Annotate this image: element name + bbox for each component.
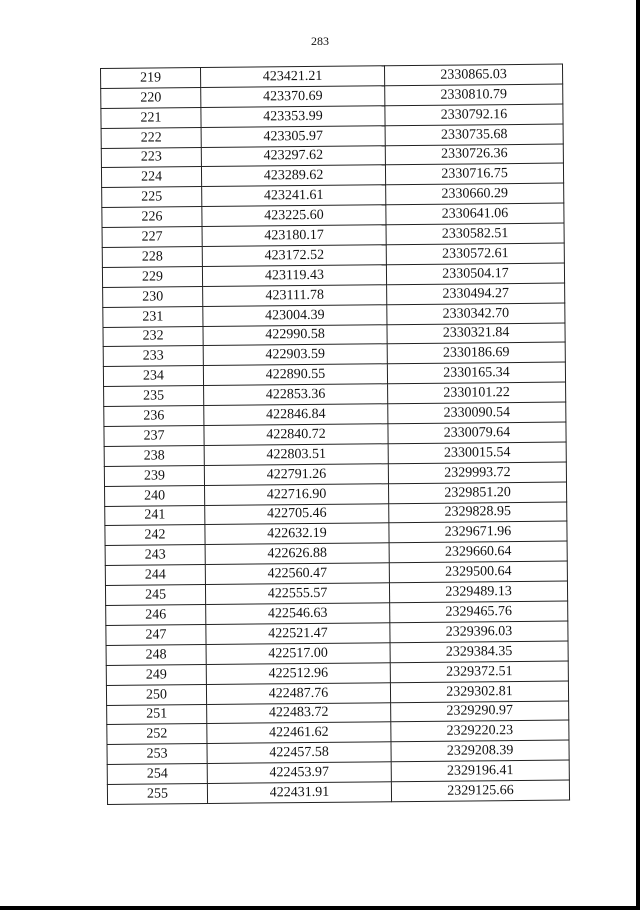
- point-number-cell: 236: [104, 406, 204, 427]
- x-coordinate-cell: 423421.21: [201, 66, 385, 88]
- point-number-cell: 227: [102, 227, 202, 248]
- x-coordinate-cell: 423305.97: [201, 125, 385, 147]
- y-coordinate-cell: 2330660.29: [386, 183, 564, 205]
- y-coordinate-cell: 2330865.03: [384, 64, 562, 86]
- x-coordinate-cell: 423180.17: [202, 225, 386, 247]
- y-coordinate-cell: 2330810.79: [385, 84, 563, 106]
- point-number-cell: 248: [106, 644, 206, 665]
- point-number-cell: 237: [104, 426, 204, 447]
- x-coordinate-cell: 423241.61: [202, 185, 386, 207]
- y-coordinate-cell: 2330101.22: [388, 382, 566, 404]
- y-coordinate-cell: 2330342.70: [387, 303, 565, 325]
- x-coordinate-cell: 422546.63: [206, 603, 390, 625]
- y-coordinate-cell: 2329384.35: [390, 641, 568, 663]
- point-number-cell: 229: [102, 266, 202, 287]
- point-number-cell: 253: [107, 744, 207, 765]
- x-coordinate-cell: 422716.90: [205, 483, 389, 505]
- x-coordinate-cell: 422846.84: [204, 404, 388, 426]
- point-number-cell: 226: [102, 207, 202, 228]
- y-coordinate-cell: 2329372.51: [390, 661, 568, 683]
- point-number-cell: 245: [105, 585, 205, 606]
- point-number-cell: 220: [101, 87, 201, 108]
- x-coordinate-cell: 422487.76: [206, 682, 390, 704]
- point-number-cell: 243: [105, 545, 205, 566]
- page-number: 283: [311, 34, 329, 48]
- point-number-cell: 219: [101, 68, 201, 89]
- point-number-cell: 252: [107, 724, 207, 745]
- y-coordinate-cell: 2330735.68: [385, 124, 563, 146]
- x-coordinate-cell: 423004.39: [203, 304, 387, 326]
- x-coordinate-cell: 423119.43: [202, 265, 386, 287]
- y-coordinate-cell: 2329220.23: [391, 720, 569, 742]
- coordinates-table: [100, 64, 570, 805]
- x-coordinate-cell: 422517.00: [206, 643, 390, 665]
- point-number-cell: 231: [103, 306, 203, 327]
- point-number-cell: 249: [106, 664, 206, 685]
- x-coordinate-cell: 422791.26: [204, 464, 388, 486]
- coordinates-table-body: [101, 64, 570, 804]
- x-coordinate-cell: 422705.46: [205, 503, 389, 525]
- y-coordinate-cell: 2330504.17: [386, 263, 564, 285]
- point-number-cell: 222: [101, 127, 201, 148]
- y-coordinate-cell: 2330716.75: [385, 164, 563, 186]
- y-coordinate-cell: 2330494.27: [387, 283, 565, 305]
- y-coordinate-cell: 2330165.34: [387, 362, 565, 384]
- y-coordinate-cell: 2329302.81: [390, 681, 568, 703]
- y-coordinate-cell: 2329125.66: [391, 780, 569, 802]
- x-coordinate-cell: 423370.69: [201, 86, 385, 108]
- y-coordinate-cell: 2329993.72: [388, 462, 566, 484]
- point-number-cell: 225: [102, 187, 202, 208]
- point-number-cell: 239: [104, 465, 204, 486]
- y-coordinate-cell: 2329396.03: [390, 621, 568, 643]
- point-number-cell: 241: [105, 505, 205, 526]
- x-coordinate-cell: 422803.51: [204, 444, 388, 466]
- y-coordinate-cell: 2330090.54: [388, 402, 566, 424]
- y-coordinate-cell: 2330186.69: [387, 343, 565, 365]
- y-coordinate-cell: 2330726.36: [385, 144, 563, 166]
- table-row: [107, 780, 569, 804]
- x-coordinate-cell: 422512.96: [206, 662, 390, 684]
- point-number-cell: 251: [107, 704, 207, 725]
- point-number-cell: 233: [103, 346, 203, 367]
- y-coordinate-cell: 2330641.06: [386, 203, 564, 225]
- point-number-cell: 224: [101, 167, 201, 188]
- point-number-cell: 232: [103, 326, 203, 347]
- x-coordinate-cell: 423289.62: [201, 165, 385, 187]
- x-coordinate-cell: 422903.59: [203, 344, 387, 366]
- y-coordinate-cell: 2329465.76: [390, 601, 568, 623]
- y-coordinate-cell: 2329208.39: [391, 740, 569, 762]
- x-coordinate-cell: 422555.57: [205, 583, 389, 605]
- y-coordinate-cell: 2329671.96: [389, 522, 567, 544]
- x-coordinate-cell: 422431.91: [207, 782, 391, 804]
- y-coordinate-cell: 2329828.95: [389, 502, 567, 524]
- y-coordinate-cell: 2330321.84: [387, 323, 565, 345]
- x-coordinate-cell: 422853.36: [204, 384, 388, 406]
- x-coordinate-cell: 422457.58: [207, 742, 391, 764]
- x-coordinate-cell: 422453.97: [207, 762, 391, 784]
- coordinates-table-wrapper: [100, 64, 569, 805]
- point-number-cell: 221: [101, 107, 201, 128]
- x-coordinate-cell: 423225.60: [202, 205, 386, 227]
- point-number-cell: 223: [101, 147, 201, 168]
- y-coordinate-cell: 2330572.61: [386, 243, 564, 265]
- x-coordinate-cell: 423353.99: [201, 106, 385, 128]
- y-coordinate-cell: 2329489.13: [389, 581, 567, 603]
- point-number-cell: 234: [103, 366, 203, 387]
- point-number-cell: 235: [104, 386, 204, 407]
- x-coordinate-cell: 422626.88: [205, 543, 389, 565]
- y-coordinate-cell: 2330792.16: [385, 104, 563, 126]
- point-number-cell: 255: [107, 784, 207, 805]
- point-number-cell: 247: [106, 624, 206, 645]
- x-coordinate-cell: 423297.62: [201, 145, 385, 167]
- x-coordinate-cell: 422632.19: [205, 523, 389, 545]
- point-number-cell: 240: [105, 485, 205, 506]
- point-number-cell: 244: [105, 565, 205, 586]
- y-coordinate-cell: 2330015.54: [388, 442, 566, 464]
- x-coordinate-cell: 422483.72: [207, 702, 391, 724]
- point-number-cell: 228: [102, 247, 202, 268]
- page-edge-bottom: [0, 906, 640, 910]
- y-coordinate-cell: 2330582.51: [386, 223, 564, 245]
- x-coordinate-cell: 423111.78: [203, 285, 387, 307]
- point-number-cell: 254: [107, 764, 207, 785]
- point-number-cell: 246: [106, 605, 206, 626]
- y-coordinate-cell: 2329660.64: [389, 541, 567, 563]
- x-coordinate-cell: 422840.72: [204, 424, 388, 446]
- point-number-cell: 242: [105, 525, 205, 546]
- y-coordinate-cell: 2329500.64: [389, 561, 567, 583]
- page-edge-right: [636, 0, 640, 910]
- x-coordinate-cell: 423172.52: [202, 245, 386, 267]
- y-coordinate-cell: 2329196.41: [391, 760, 569, 782]
- x-coordinate-cell: 422890.55: [203, 364, 387, 386]
- x-coordinate-cell: 422560.47: [205, 563, 389, 585]
- point-number-cell: 250: [106, 684, 206, 705]
- y-coordinate-cell: 2329290.97: [391, 701, 569, 723]
- y-coordinate-cell: 2329851.20: [389, 482, 567, 504]
- y-coordinate-cell: 2330079.64: [388, 422, 566, 444]
- x-coordinate-cell: 422521.47: [206, 623, 390, 645]
- point-number-cell: 230: [103, 286, 203, 307]
- x-coordinate-cell: 422461.62: [207, 722, 391, 744]
- point-number-cell: 238: [104, 445, 204, 466]
- x-coordinate-cell: 422990.58: [203, 324, 387, 346]
